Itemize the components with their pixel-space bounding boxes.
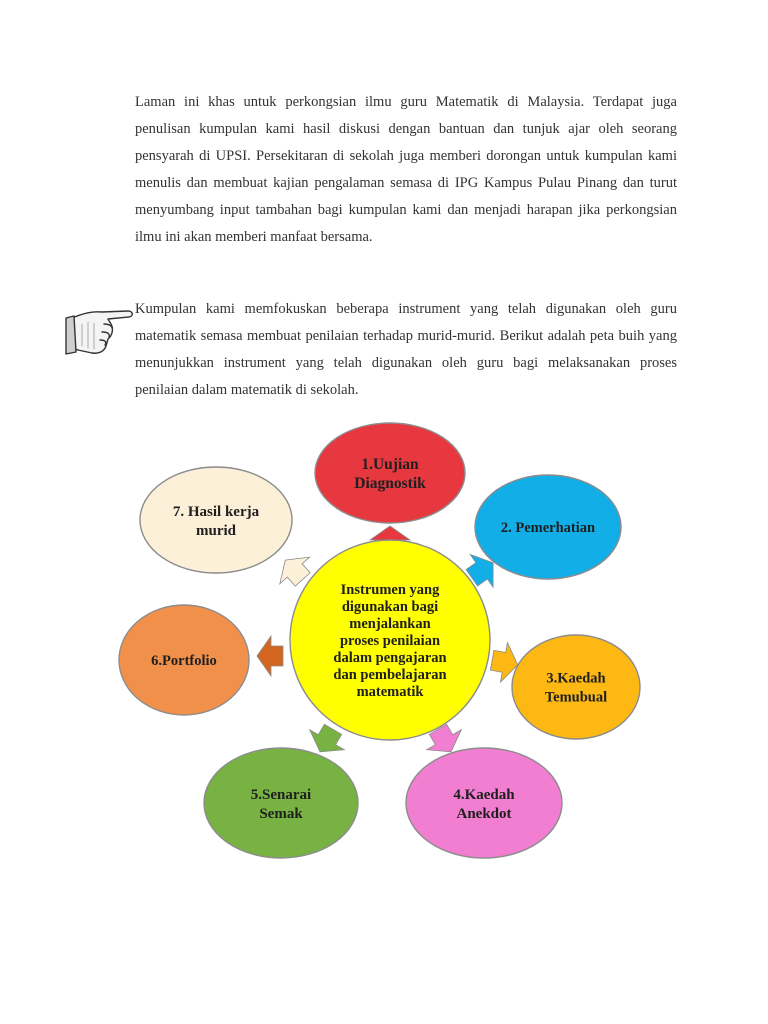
- bubble-7-label: murid: [195, 522, 237, 539]
- center-bubble-label: digunakan bagi: [341, 599, 439, 616]
- bubble-4-label: Anekdot: [456, 805, 512, 822]
- bubble-3-label: 3.Kaedah: [546, 670, 606, 687]
- bubble-3: [512, 635, 640, 739]
- bubble-7-shape: [140, 467, 292, 573]
- center-bubble-label: menjalankan: [349, 616, 431, 633]
- bubble-2: [475, 475, 621, 579]
- bubble-6: [119, 605, 249, 715]
- focus-paragraph: Kumpulan kami memfokuskan beberapa instrument yang telah digunakan oleh guru matematik semasa membuat penilaian terhadap murid-murid. Berikut adalah peta buih yang menunjukkan instrument yang telah digunakan oleh guru bagi melaksanakan proses penilaian dalam matematik di sekolah.: [135, 301, 677, 398]
- center-bubble-label: Instrumen yang: [340, 582, 440, 599]
- center-bubble-label: dan pembelajaran: [333, 667, 447, 684]
- bubble-6-label: 6.Portfolio: [151, 653, 217, 670]
- bubble-1-label: 1.Uujian: [361, 455, 419, 473]
- bubble-4-label: 4.Kaedah: [453, 786, 515, 803]
- bubble-4-shape: [406, 748, 562, 858]
- bubble-5-shape: [204, 748, 358, 858]
- bubble-1-label: Diagnostik: [354, 474, 426, 492]
- bubble-4: [406, 748, 562, 858]
- bubble-5-label: 5.Senarai: [250, 786, 312, 803]
- bubble-3-shape: [512, 635, 640, 739]
- bubble-5-label: Semak: [259, 805, 303, 822]
- center-bubble: [290, 540, 490, 740]
- intro-paragraph: Laman ini khas untuk perkongsian ilmu guru Matematik di Malaysia. Terdapat juga penulisan kumpulan kami hasil diskusi dengan bantuan dan tunjuk ajar oleh seorang pensyarah di UPSI. Persekitaran di sekolah juga memberi dorongan untuk kumpulan kami menulis dan membuat kajian pengalaman semasa di IPG Kampus Pulau Pinang dan turut menyumbang input tambahan bagi kumpulan kami dan menjadi harapan jika perkongsian ilmu ini akan memberi manfaat bersama.: [135, 94, 677, 245]
- bubble-3-label: Temubual: [544, 689, 608, 706]
- center-bubble-label: dalam pengajaran: [333, 650, 447, 667]
- bubble-2-label: 2. Pemerhatian: [500, 520, 596, 537]
- bubble-1: [315, 423, 465, 523]
- bubble-7-label: 7. Hasil kerja: [172, 503, 260, 520]
- center-bubble-label: proses penilaian: [339, 633, 441, 650]
- bubble-1-shape: [315, 423, 465, 523]
- bubble-7: [140, 467, 292, 573]
- arrow-6: [257, 636, 283, 676]
- center-bubble-label: matematik: [356, 684, 424, 701]
- bubble-layer: [119, 423, 640, 858]
- bubble-5: [204, 748, 358, 858]
